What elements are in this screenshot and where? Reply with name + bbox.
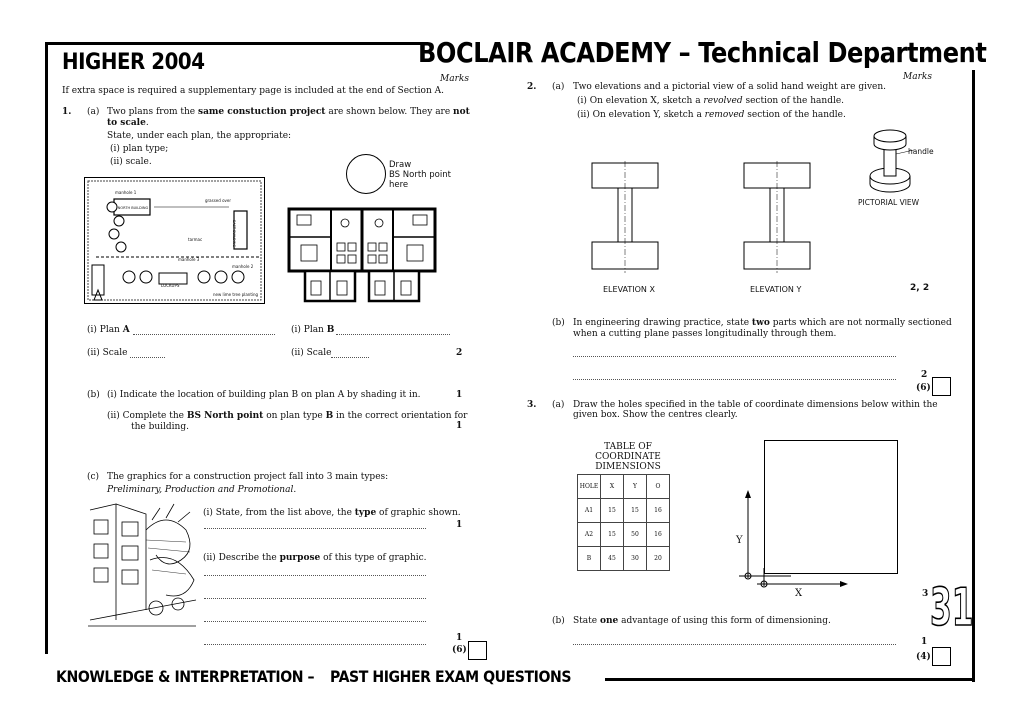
q1c-line2: Preliminary, Production and Promotional.	[107, 485, 297, 495]
footer-left-text: KNOWLEDGE & INTERPRETATION –	[56, 667, 315, 686]
coordinate-table	[577, 474, 670, 571]
table-header-row	[578, 475, 670, 499]
q1c-ii-answer-line-2[interactable]	[204, 597, 426, 599]
q3-number: 3.	[527, 400, 537, 410]
q1-total-mark: (6)	[452, 645, 467, 655]
q1b-item-i: (i) Indicate the location of building plan B on plan A by shading it in.	[107, 390, 421, 400]
elevation-x-drawing[interactable]	[590, 161, 662, 276]
floor-plan-b	[287, 207, 437, 303]
x-axis-arrow	[790, 580, 850, 588]
q2b-mark: 2	[921, 370, 928, 380]
plan-a-manhole3: manhole 3	[178, 257, 200, 262]
plan-a-lockups: LOCKUPS	[161, 283, 180, 288]
scale-b-label: (ii) Scale	[291, 348, 332, 358]
q1b-ii-mark: 1	[456, 421, 463, 431]
q1c-ii-answer-line-3[interactable]	[204, 620, 426, 622]
plan-a-new-trees: new lime tree planting	[213, 292, 259, 297]
pictorial-view-label: PICTORIAL VIEW	[858, 198, 920, 207]
q1b-i-mark: 1	[456, 390, 463, 400]
axis-x-label: X	[795, 588, 803, 599]
table-cell: 16	[647, 523, 670, 547]
table-header-cell: HOLE	[578, 475, 601, 499]
axis-y-label: Y	[736, 535, 743, 546]
q3a-mark: 3	[922, 589, 929, 599]
north-point-circle[interactable]	[346, 154, 386, 194]
footer-right-text: PAST HIGHER EXAM QUESTIONS	[330, 667, 572, 686]
plan-a-tarmac: tarmac	[188, 237, 203, 242]
table-cell: 15	[601, 523, 624, 547]
q2b-answer-line-1[interactable]	[573, 355, 896, 357]
handle-label: handle	[908, 147, 934, 156]
q3-total-mark: (4)	[916, 652, 931, 662]
page-number: 31	[930, 578, 974, 638]
school-title: BOCLAIR ACADEMY – Technical Department	[418, 36, 987, 69]
q1-number: 1.	[62, 107, 72, 117]
q1b-item-ii: (ii) Complete the BS North point on plan type B in the correct orientation for	[107, 411, 468, 421]
table-row	[578, 499, 670, 523]
plan-a-east-building: EAST BUILDING	[232, 220, 236, 248]
q1a-line1: Two plans from the same constuction project are shown below. They are not	[107, 107, 470, 117]
q3b-mark: 1	[921, 637, 928, 647]
q2a-label: (a)	[552, 82, 565, 92]
q2a-mark: 2, 2	[910, 283, 930, 293]
table-cell: 30	[624, 547, 647, 571]
perspective-sketch	[86, 500, 198, 630]
q1c-ii-answer-line-1[interactable]	[204, 574, 426, 576]
q2b-answer-line-2[interactable]	[573, 378, 896, 380]
table-header-cell: X	[601, 475, 624, 499]
q1c-ii-answer-line-4[interactable]	[204, 643, 426, 645]
q3b-answer-line[interactable]	[573, 643, 896, 645]
plan-a-answer-line[interactable]	[133, 333, 275, 335]
q1a-mark: 2	[456, 348, 463, 358]
q1b-item-ii-line2: the building.	[131, 422, 189, 432]
scale-a-label: (ii) Scale	[87, 348, 128, 358]
plan-a-manhole2: manhole 2	[232, 264, 254, 269]
q2b-line1: In engineering drawing practice, state two parts which are not normally sectioned	[573, 318, 952, 328]
plan-a-north-building: NORTH BUILDING	[117, 206, 149, 210]
north-text-1: Draw	[389, 160, 412, 170]
exam-year-title: HIGHER 2004	[62, 50, 205, 75]
table-cell: 45	[601, 547, 624, 571]
table-header-cell: O	[647, 475, 670, 499]
plan-a-grassed: grassed over	[205, 198, 231, 203]
table-cell: 16	[647, 499, 670, 523]
q1c-label: (c)	[87, 472, 100, 482]
q2b-label: (b)	[552, 318, 565, 328]
pictorial-view-drawing	[866, 122, 916, 194]
table-cell: B	[578, 547, 601, 571]
frame-top-line	[45, 42, 428, 45]
q1c-item-i: (i) State, from the list above, the type of graphic shown.	[203, 508, 461, 518]
q3a-label: (a)	[552, 400, 565, 410]
frame-left-line	[45, 42, 48, 654]
q1b-label: (b)	[87, 390, 100, 400]
q1a-line3: State, under each plan, the appropriate:	[107, 131, 292, 141]
table-cell: 15	[624, 499, 647, 523]
q3-total-box[interactable]	[932, 647, 951, 666]
q1c-line1: The graphics for a construction project fall into 3 main types:	[107, 472, 389, 482]
q2a-item-i: (i) On elevation X, sketch a revolved section of the handle.	[577, 96, 845, 106]
table-cell: 50	[624, 523, 647, 547]
elevation-y-drawing[interactable]	[742, 161, 814, 276]
north-text-2: BS North point	[389, 170, 451, 180]
q2b-line2: when a cutting plane passes longitudinally through them.	[573, 329, 837, 339]
q1c-ii-mark: 1	[456, 633, 463, 643]
q1a-item-i: (i) plan type;	[110, 144, 169, 154]
marks-label-left: Marks	[440, 74, 469, 84]
plan-b-answer-line[interactable]	[336, 333, 450, 335]
table-cell: 20	[647, 547, 670, 571]
q3b-line: State one advantage of using this form of dimensioning.	[573, 616, 831, 626]
plan-a-answer-label: (i) Plan A	[87, 325, 130, 335]
plan-a-manhole1: manhole 1	[115, 190, 137, 195]
q1c-i-answer-line[interactable]	[204, 527, 426, 529]
drawing-answer-box[interactable]	[764, 440, 898, 574]
q1a-label: (a)	[87, 107, 100, 117]
north-text-3: here	[389, 180, 409, 190]
q2a-item-ii: (ii) On elevation Y, sketch a removed section of the handle.	[577, 110, 846, 120]
elevation-y-label: ELEVATION Y	[750, 285, 802, 294]
table-row	[578, 523, 670, 547]
table-cell: A2	[578, 523, 601, 547]
elevation-x-label: ELEVATION X	[603, 285, 655, 294]
intro-text: If extra space is required a supplementary page is included at the end of Section A.	[62, 86, 444, 96]
q3a-line2: given box. Show the centres clearly.	[573, 410, 738, 420]
marks-label-right: Marks	[903, 72, 932, 82]
table-header-cell: Y	[624, 475, 647, 499]
table-cell: A1	[578, 499, 601, 523]
q1c-i-mark: 1	[456, 520, 463, 530]
q1a-line2: to scale.	[107, 118, 149, 128]
q1-total-box[interactable]	[468, 641, 487, 660]
q2a-line1: Two elevations and a pictorial view of a solid hand weight are given.	[573, 82, 887, 92]
q2-total-box[interactable]	[932, 377, 951, 396]
q3a-line1: Draw the holes specified in the table of coordinate dimensions below within the	[573, 400, 938, 410]
q1a-item-ii: (ii) scale.	[110, 157, 152, 167]
table-row	[578, 547, 670, 571]
scale-a-answer-line[interactable]	[130, 356, 165, 358]
coordinate-table-title: TABLE OF COORDINATE DIMENSIONS	[595, 442, 661, 472]
q2-number: 2.	[527, 82, 537, 92]
table-cell: 15	[601, 499, 624, 523]
plan-b-answer-label: (i) Plan B	[291, 325, 335, 335]
q2-total-mark: (6)	[916, 383, 931, 393]
scale-b-answer-line[interactable]	[331, 356, 369, 358]
frame-bottom-line	[605, 678, 975, 681]
q1c-item-ii: (ii) Describe the purpose of this type of graphic.	[203, 553, 427, 563]
q3b-label: (b)	[552, 616, 565, 626]
